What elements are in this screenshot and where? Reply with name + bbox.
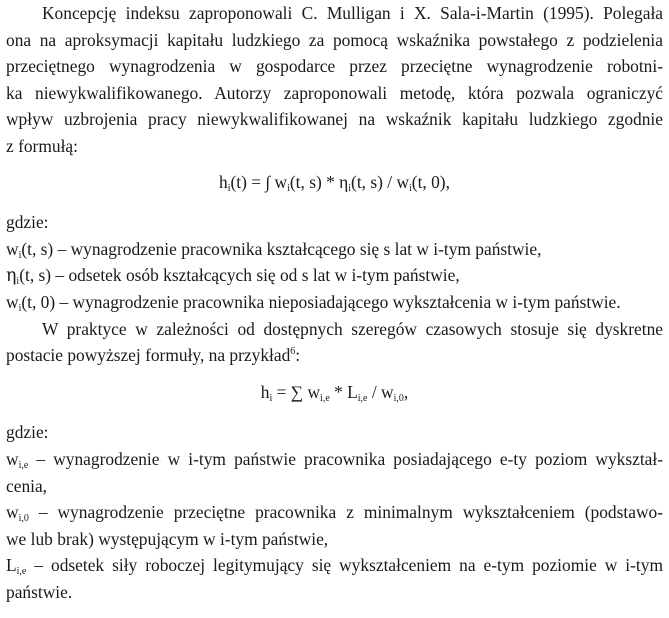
formula-text: * L — [329, 381, 358, 402]
formula-subscript: i — [409, 182, 412, 194]
definition-symbol: L — [6, 555, 17, 576]
definition-item — [6, 262, 663, 289]
definition-symbol: w — [6, 238, 19, 259]
paragraph-2 — [6, 316, 663, 369]
text-fragment: postacie powyższej formuły, na przykład — [6, 345, 291, 366]
formula-subscript: i — [287, 182, 290, 194]
formula-symbol: h — [219, 171, 228, 192]
definition-item — [6, 289, 663, 316]
definition-symbol: w — [6, 502, 19, 523]
where-label: gdzie: — [6, 212, 49, 233]
text-line: wpływ uzbrojenia pracy niewykwalifikowanej na wskaźnik kapitału ludzkiego zgodnie — [6, 109, 663, 130]
text-line: Koncepcję indeksu zaproponowali C. Mulligan i X. Sala-i-Martin (1995). Polegała — [42, 3, 663, 23]
text-line — [6, 342, 663, 369]
formula-subscript: i — [227, 182, 231, 194]
formula-subscript: i,0 — [393, 392, 404, 404]
definitions-1 — [6, 209, 663, 315]
text-fragment: : — [295, 345, 301, 366]
definition-continuation: państwie. — [6, 581, 73, 602]
definition-subscript: i — [18, 302, 22, 314]
definition-symbol: η — [6, 266, 17, 287]
definition-subscript: i — [16, 276, 20, 288]
definition-subscript: i — [18, 249, 22, 261]
definition-symbol: w — [6, 448, 19, 469]
formula-subscript: i — [348, 182, 352, 194]
text-line: ka niewykwalifikowanego. Autorzy zaproponowali metodę, która pozwala ograniczyć — [6, 82, 663, 103]
definition-text: – odsetek siły roboczej legitymujący się wykształceniem na e-tym poziomie w i-tym — [26, 555, 663, 576]
footnote-marker: 6 — [290, 346, 296, 358]
formula-1 — [6, 169, 663, 196]
formula-symbol: h — [260, 381, 270, 402]
paragraph-1 — [6, 0, 663, 160]
text-line: przeciętnego wynagrodzenia w gospodarce przez przeciętne wynagrodzenie robotni- — [6, 56, 663, 77]
formula-2 — [6, 379, 663, 406]
formula-text: (t, s) * η — [289, 171, 349, 192]
definition-text: (t, 0) – wynagrodzenie pracownika nieposiadającego wykształcenia w i-tym państwie. — [21, 291, 621, 312]
definitions-2 — [6, 419, 663, 605]
definition-text: – wynagrodzenie w i-tym państwie pracownika posiadającego e-ty poziom wykształ- — [28, 448, 663, 469]
formula-text: = ∑ w — [272, 381, 321, 402]
definition-symbol: w — [6, 291, 19, 312]
where-label: gdzie: — [6, 422, 49, 443]
formula-text: / w — [367, 381, 394, 402]
definition-item — [6, 236, 663, 263]
definition-text: – wynagrodzenie przeciętne pracownika z minimalnym wykształceniem (podstawo- — [28, 502, 663, 523]
definition-text: (t, s) – wynagrodzenie pracownika kształcącego się s lat w i-tym państwie, — [21, 238, 542, 259]
text-line: W praktyce w zależności od dostępnych szeregów czasowych stosuje się dyskretne — [42, 318, 663, 339]
definition-item — [6, 552, 663, 579]
definition-continuation: cenia, — [6, 475, 48, 496]
definition-text: (t, s) – odsetek osób kształcących się od s lat w i-tym państwie, — [19, 265, 460, 286]
formula-text: (t) = ∫ w — [230, 171, 288, 192]
definition-subscript: i,e — [16, 566, 27, 578]
definition-subscript: i,0 — [18, 513, 29, 525]
formula-subscript: i,e — [320, 392, 330, 404]
definition-continuation: we lub brak) występującym w i-tym państwie, — [6, 528, 329, 549]
text-line: z formułą: — [6, 135, 78, 156]
formula-text: (t, s) / w — [351, 171, 410, 192]
formula-text: , — [403, 381, 409, 402]
formula-text: (t, 0), — [411, 171, 450, 192]
formula-subscript: i — [269, 392, 273, 404]
definition-item — [6, 499, 663, 526]
formula-subscript: i,e — [357, 392, 368, 404]
text-line: ona na aproksymacji kapitału ludzkiego za pomocą wskaźnika powstałego z podzielenia — [6, 29, 663, 50]
definition-item — [6, 446, 663, 473]
definition-subscript: i,e — [18, 459, 29, 471]
